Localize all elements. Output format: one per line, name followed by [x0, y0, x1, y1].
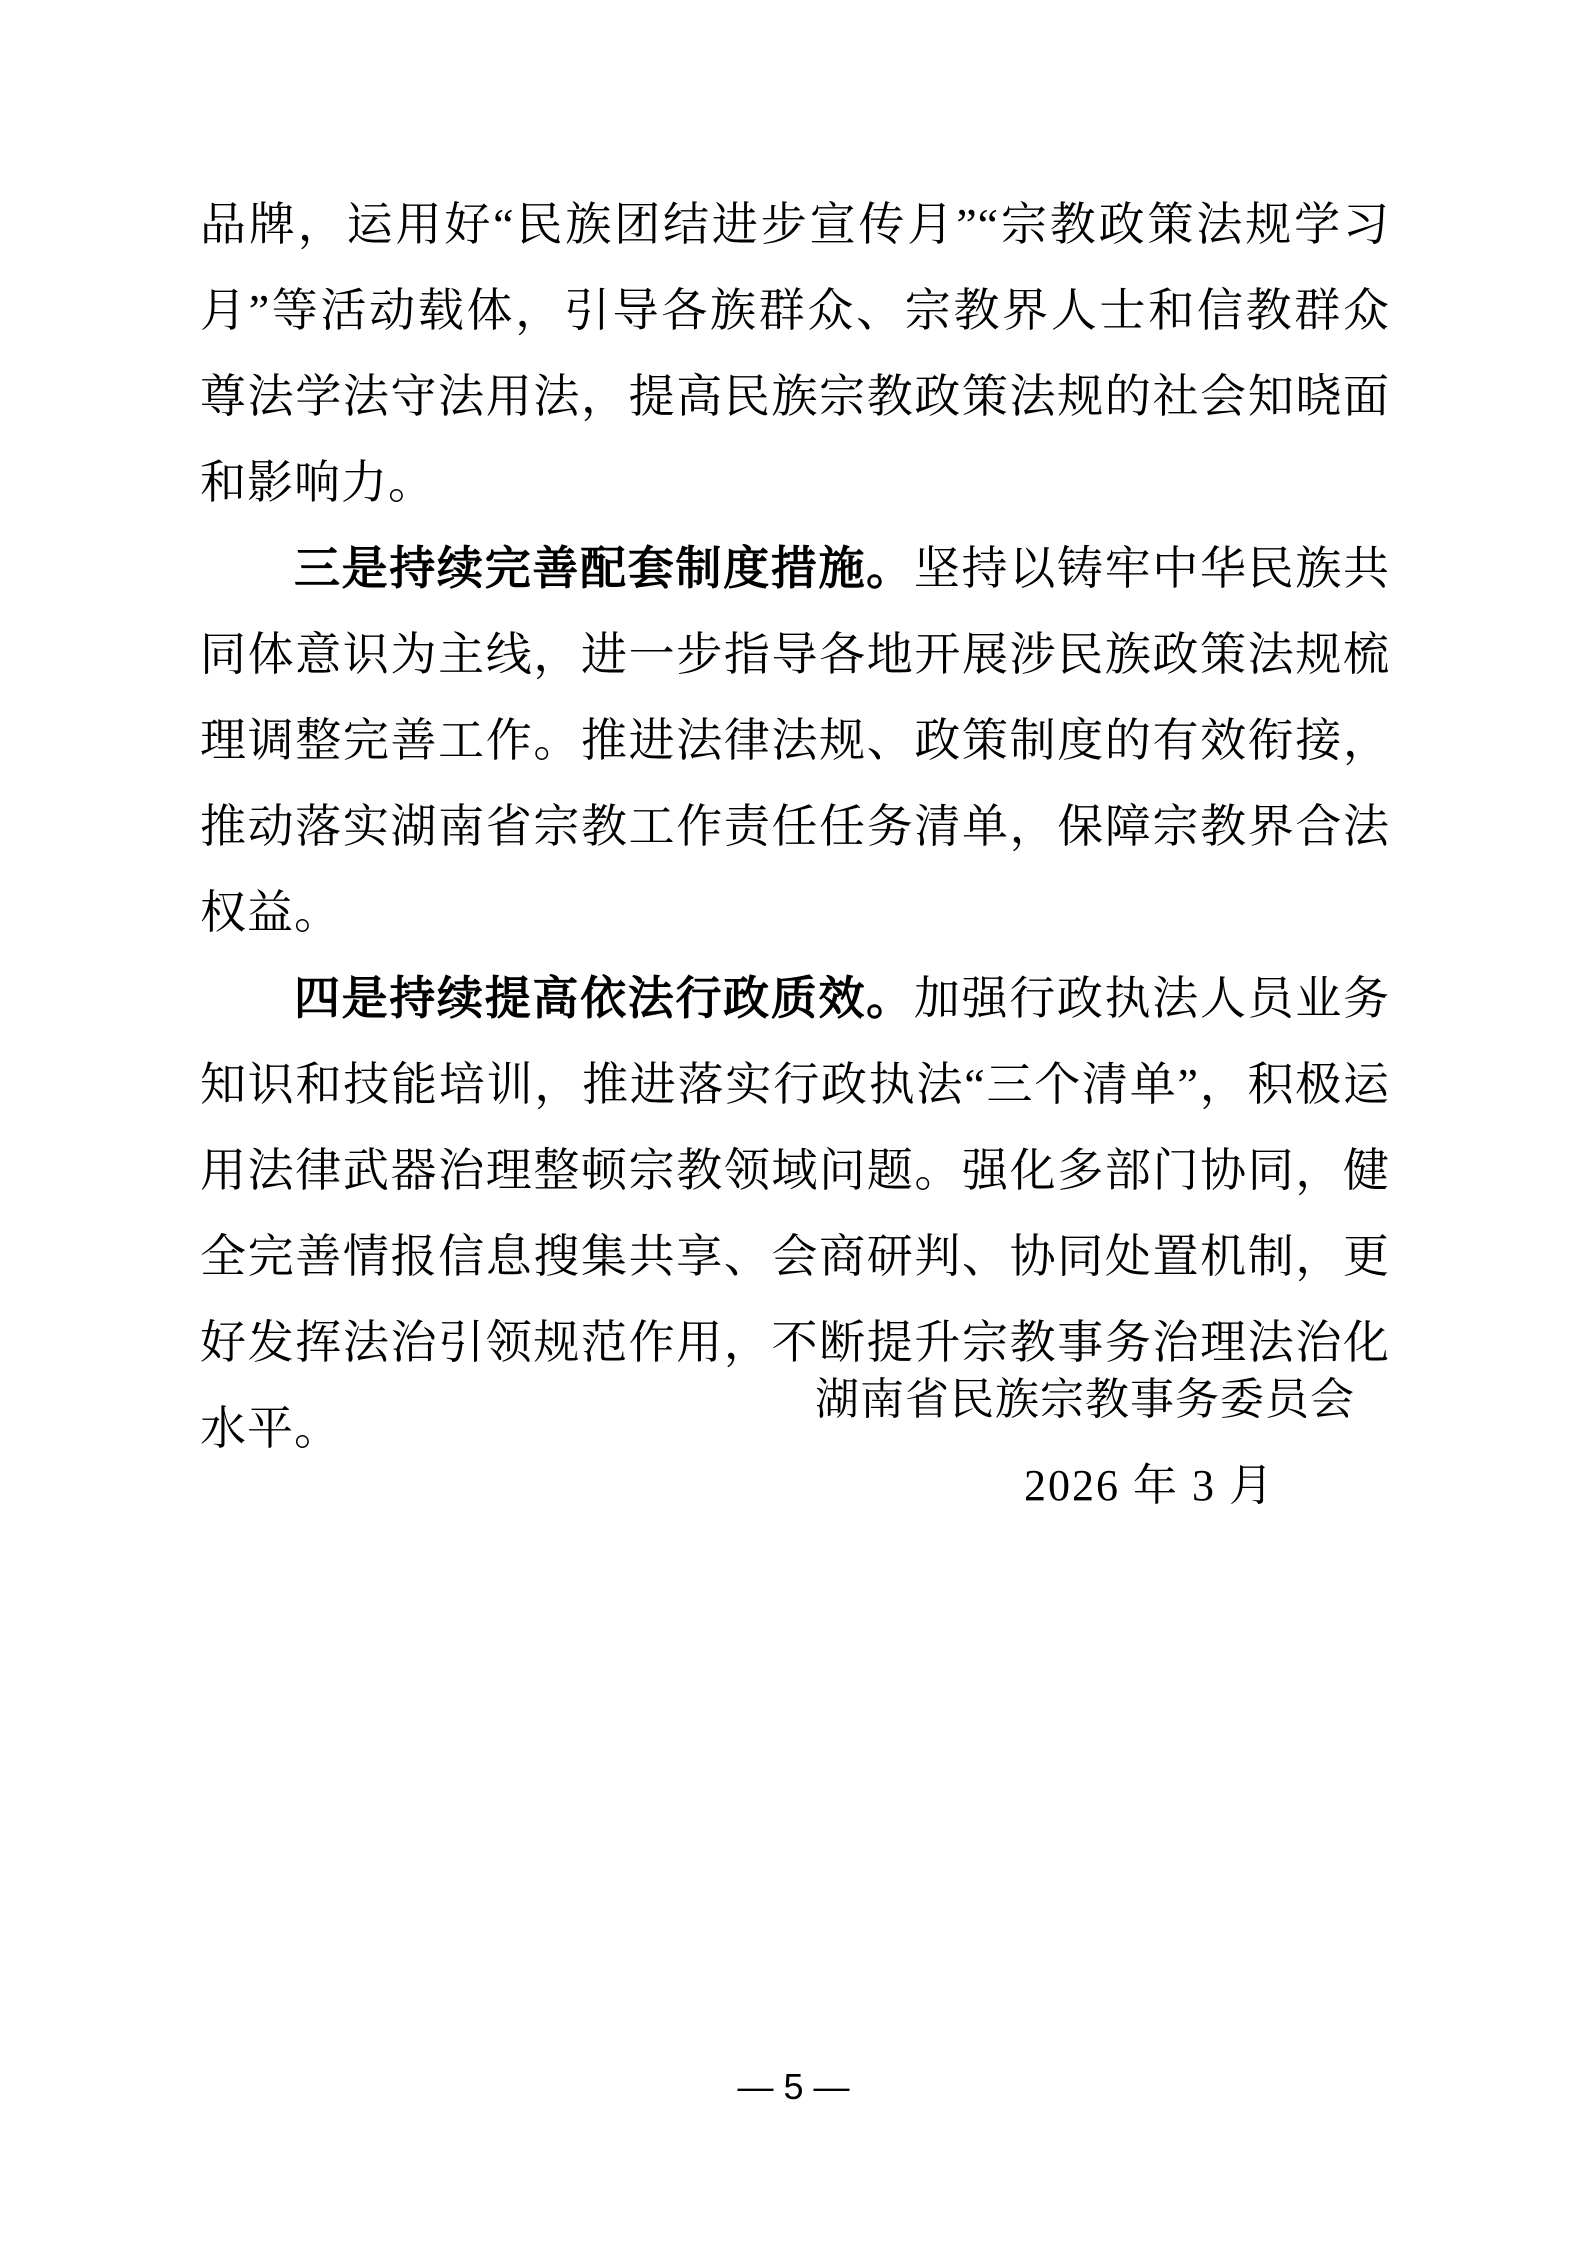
date-line: 2026 年 3 月 [1024, 1461, 1275, 1510]
paragraph-text: 品牌，运用好“民族团结进步宣传月”“宗教政策法规学习月”等活动载体，引导各族群众、宗教界人士和信教群众尊法学法守法用法，提高民族宗教政策法规的社会知晓面和影响力。 [200, 199, 1390, 508]
paragraph-text: 加强行政执法人员业务知识和技能培训，推进落实行政执法“三个清单”，积极运用法律武器治理整顿宗教领域问题。强化多部门协同，健全完善情报信息搜集共享、会商研判、协同处置机制，更好发挥法治引领规范作用，不断提升宗教事务治理法治化水平。 [200, 973, 1391, 1454]
paragraph-lead: 四是持续提高依法行政质效。 [294, 973, 914, 1024]
paragraph-lead: 三是持续完善配套制度措施。 [294, 543, 914, 594]
page-number: — 5 — [737, 2066, 850, 2107]
document-body [200, 182, 1390, 1472]
paragraph [200, 182, 1390, 526]
signature-line: 湖南省民族宗教事务委员会 [815, 1375, 1355, 1424]
paragraph-text: 坚持以铸牢中华民族共同体意识为主线，进一步指导各地开展涉民族政策法规梳理调整完善工作。推进法律法规、政策制度的有效衔接，推动落实湖南省宗教工作责任任务清单，保障宗教界合法权益。 [200, 543, 1391, 938]
paragraph [200, 526, 1390, 956]
closing-block [200, 1357, 1390, 1529]
